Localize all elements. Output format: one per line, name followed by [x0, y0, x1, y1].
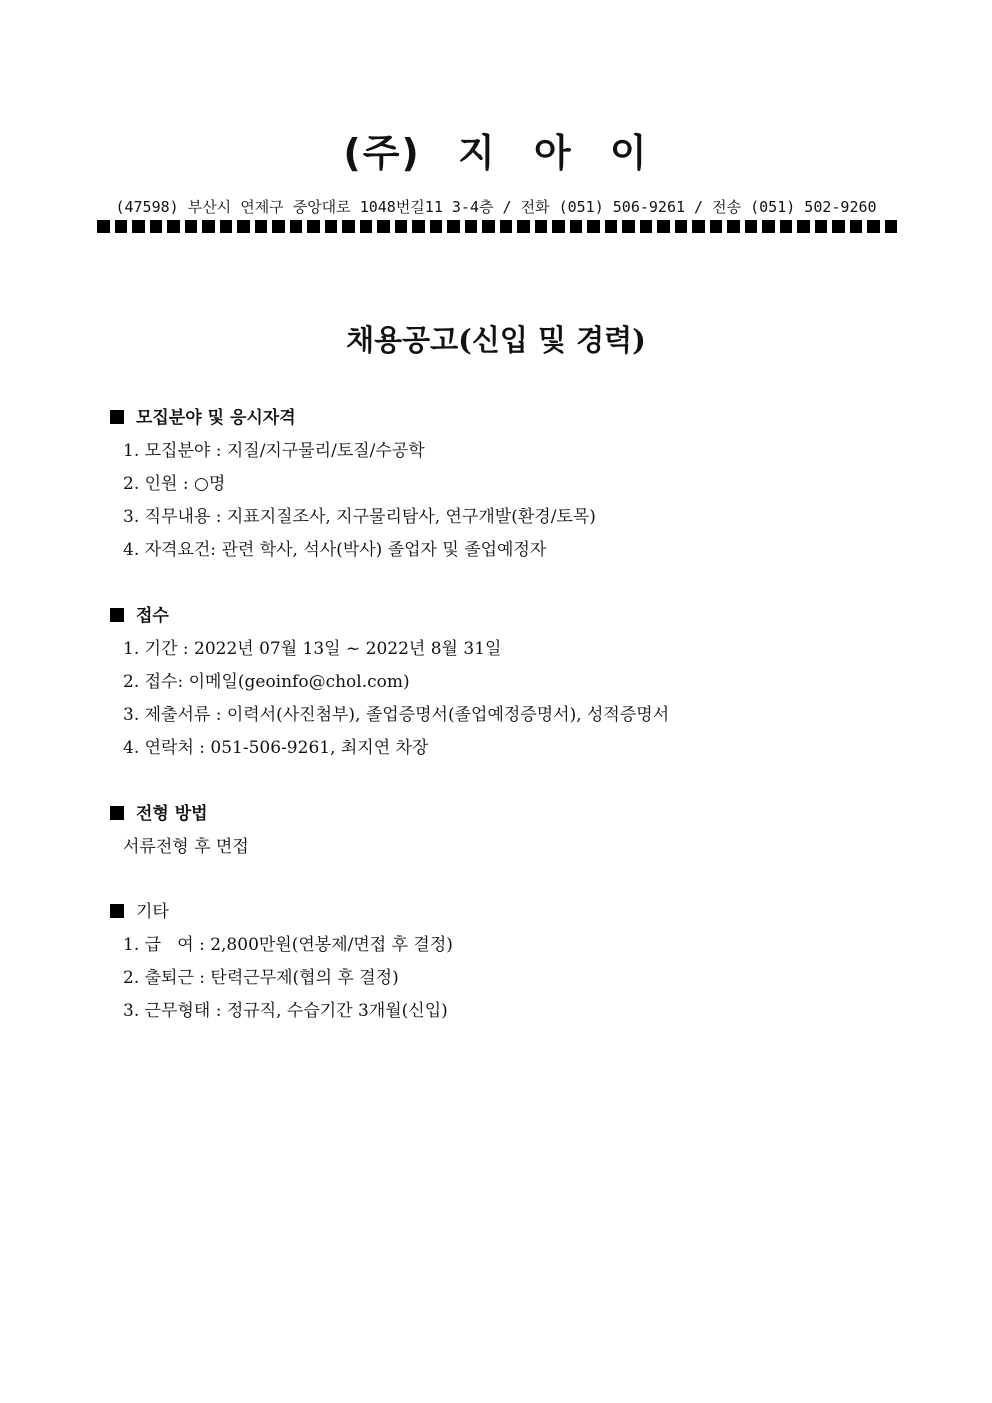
list-item: 2. 인원 : ○명 [123, 474, 226, 494]
divider-square [797, 220, 810, 233]
list-item: 2. 접수: 이메일(geoinfo@chol.com) [123, 672, 410, 692]
divider-square [447, 220, 460, 233]
divider-square [552, 220, 565, 233]
divider-square [605, 220, 618, 233]
section-other [110, 896, 453, 1028]
divider-square [97, 220, 110, 233]
divider-square [272, 220, 285, 233]
divider-square [745, 220, 758, 233]
divider-square [675, 220, 688, 233]
square-bullet-icon [110, 608, 124, 622]
divider-square [412, 220, 425, 233]
divider-square [115, 220, 128, 233]
list-item: 3. 제출서류 : 이력서(사진첨부), 졸업증명서(졸업예정증명서), 성적증명서 [123, 705, 670, 725]
divider-square [535, 220, 548, 233]
section-heading: 접수 [110, 600, 669, 633]
divider-square [867, 220, 880, 233]
divider-square [762, 220, 775, 233]
page-title: 채용공고(신입 및 경력) [346, 323, 646, 357]
divider-square [307, 220, 320, 233]
company-address-line: (47598) 부산시 연제구 중앙대로 1048번길11 3-4층 / 전화 (051) 506-9261 / 전송 (051) 502-9260 [115, 198, 877, 216]
divider-square [815, 220, 828, 233]
divider-square [150, 220, 163, 233]
header-divider [97, 219, 897, 235]
divider-square [570, 220, 583, 233]
divider-square [255, 220, 268, 233]
divider-square [395, 220, 408, 233]
list-item: 1. 급 여 : 2,800만원(연봉제/면접 후 결정) [123, 935, 453, 955]
divider-square [132, 220, 145, 233]
square-bullet-icon [110, 806, 124, 820]
square-bullet-icon [110, 904, 124, 918]
divider-square [220, 220, 233, 233]
list-item: 4. 연락처 : 051-506-9261, 최지연 차장 [123, 738, 429, 758]
divider-square [482, 220, 495, 233]
divider-square [640, 220, 653, 233]
divider-square [622, 220, 635, 233]
divider-square [727, 220, 740, 233]
divider-square [710, 220, 723, 233]
list-item: 서류전형 후 면접 [123, 837, 249, 857]
divider-square [377, 220, 390, 233]
divider-square [692, 220, 705, 233]
divider-square [832, 220, 845, 233]
section-selection [110, 798, 249, 864]
divider-square [360, 220, 373, 233]
divider-square [185, 220, 198, 233]
divider-square [237, 220, 250, 233]
divider-square [202, 220, 215, 233]
divider-square [290, 220, 303, 233]
section-heading: 전형 방법 [110, 798, 249, 831]
divider-square [430, 220, 443, 233]
section-application [110, 600, 669, 765]
divider-square [780, 220, 793, 233]
list-item: 1. 모집분야 : 지질/지구물리/토질/수공학 [123, 441, 425, 461]
divider-square [587, 220, 600, 233]
list-item: 3. 근무형태 : 정규직, 수습기간 3개월(신입) [123, 1001, 448, 1021]
divider-square [500, 220, 513, 233]
section-heading: 기타 [110, 896, 453, 929]
list-item: 1. 기간 : 2022년 07월 13일 ~ 2022년 8월 31일 [123, 639, 502, 659]
list-item: 3. 직무내용 : 지표지질조사, 지구물리탐사, 연구개발(환경/토목) [123, 507, 596, 527]
divider-square [325, 220, 338, 233]
square-bullet-icon [110, 410, 124, 424]
list-item: 2. 출퇴근 : 탄력근무제(협의 후 결정) [123, 968, 399, 988]
divider-square [657, 220, 670, 233]
divider-square [465, 220, 478, 233]
company-name: (주) 지 아 이 [343, 131, 649, 175]
divider-square [885, 220, 898, 233]
list-item: 4. 자격요건: 관련 학사, 석사(박사) 졸업자 및 졸업예정자 [123, 540, 547, 560]
section-recruitment [110, 402, 596, 567]
divider-square [517, 220, 530, 233]
divider-square [342, 220, 355, 233]
divider-square [167, 220, 180, 233]
divider-square [850, 220, 863, 233]
section-heading: 모집분야 및 응시자격 [110, 402, 596, 435]
